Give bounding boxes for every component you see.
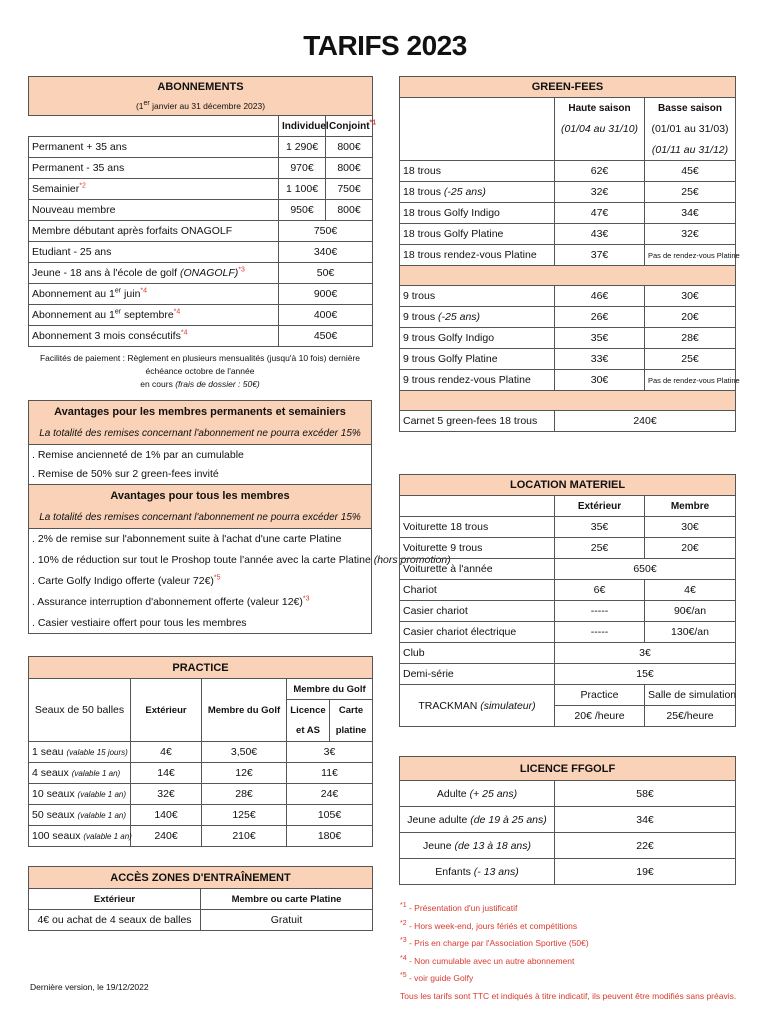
- table-row: 9 trous rendez-vous Platine 30€ Pas de rendez-vous Platine: [400, 370, 736, 391]
- abonnements-period: (1er janvier au 31 décembre 2023): [29, 98, 373, 116]
- basse-period-1: (01/01 au 31/03): [645, 119, 736, 140]
- table-row: 9 trous (-25 ans) 26€ 20€: [400, 307, 736, 328]
- col-haute-saison: Haute saison: [555, 98, 645, 119]
- col-platine: Carte: [330, 700, 373, 721]
- footnote-item: $^{*5}$ - voir guide Golfy: [400, 972, 474, 983]
- table-row: 18 trous Golfy Platine 43€ 32€: [400, 224, 736, 245]
- location-header: LOCATION MATERIEL: [400, 475, 736, 496]
- avantages-perm-header: Avantages pour les membres permanents et semainiers: [29, 401, 372, 424]
- greenfees-section: [399, 76, 740, 432]
- separator-row: [400, 266, 736, 286]
- avantages-perm-sub: La totalité des remises concernant l'abonnement ne pourra excéder 15%: [29, 424, 372, 445]
- abonnements-table: [28, 76, 377, 347]
- col-membre-golf: Membre du Golf: [287, 679, 373, 700]
- list-item: . 10% de réduction sur tout le Proshop toute l'année avec la carte Platine (hors promotion): [29, 550, 372, 571]
- list-item: . Remise ancienneté de 1% par an cumulable: [29, 445, 372, 465]
- table-row: Enfants (- 13 ans) 19€: [400, 859, 736, 885]
- footer-note: Tous les tarifs sont TTC et indiqués à titre indicatif, ils peuvent être modifiés sans préavis.: [400, 990, 737, 1001]
- table-row: Abonnement 3 mois consécutifs$^{*4}$ 450€: [29, 326, 373, 347]
- table-row: Membre débutant après forfaits ONAGOLF 750€: [29, 221, 373, 242]
- table-row: Abonnement au 1er septembre$^{*4}$ 400€: [29, 305, 373, 326]
- table-row: Permanent + 35 ans 1 290€ 800€: [29, 137, 373, 158]
- table-row: Club 3€: [400, 643, 736, 664]
- table-row: Voiturette 9 trous 25€ 20€: [400, 538, 736, 559]
- haute-period: (01/04 au 31/10): [555, 119, 645, 140]
- practice-header: PRACTICE: [29, 657, 373, 679]
- table-row: 50 seaux (valable 1 an) 140€ 125€ 105€: [29, 805, 373, 826]
- table-row: Carnet 5 green-fees 18 trous 240€: [400, 411, 736, 432]
- col-individuel: Individuel: [279, 116, 326, 137]
- list-item: . Remise de 50% sur 2 green-fees invité: [29, 465, 372, 485]
- table-row: Etudiant - 25 ans 340€: [29, 242, 373, 263]
- practice-section: [28, 656, 372, 847]
- location-table: [399, 474, 736, 727]
- licence-section: [399, 756, 735, 885]
- table-row: 18 trous 62€ 45€: [400, 161, 736, 182]
- table-row: Casier chariot ----- 90€/an: [400, 601, 736, 622]
- acces-header: ACCÈS ZONES D'ENTRAÎNEMENT: [29, 867, 373, 889]
- col-seaux: Seaux de 50 balles: [29, 679, 131, 742]
- separator-row: [400, 391, 736, 411]
- table-row: 9 trous Golfy Platine 33€ 25€: [400, 349, 736, 370]
- table-row: Jeune - 18 ans à l'école de golf (ONAGOLF)$^{*3}$ 50€: [29, 263, 373, 284]
- avantages-tous-sub: La totalité des remises concernant l'abonnement ne pourra excéder 15%: [29, 508, 372, 529]
- avantages-section: [28, 400, 451, 634]
- list-item: . 2% de remise sur l'abonnement suite à l'achat d'une carte Platine: [29, 529, 372, 550]
- version-date: Dernière version, le 19/12/2022: [30, 982, 149, 992]
- footnote-item: $^{*2}$ - Hors week-end, jours fériés et compétitions: [400, 919, 578, 931]
- footnotes: [400, 900, 760, 1005]
- payment-note: Facilités de paiement : Règlement en plusieurs mensualités (jusqu'à 10 fois) dernière échéance octobre de l'année en cours (frais de dossier : 50€): [39, 353, 361, 389]
- col-licence: Licence: [287, 700, 330, 721]
- col-membre: Membre du Golf: [202, 679, 287, 742]
- list-item: . Casier vestiaire offert pour tous les membres: [29, 613, 372, 634]
- basse-period-2: (01/11 au 31/12): [645, 140, 736, 161]
- col-membre: Membre ou carte Platine: [201, 889, 373, 910]
- table-row: 1 seau (valable 15 jours) 4€ 3,50€ 3€: [29, 742, 373, 763]
- table-row: 100 seaux (valable 1 an) 240€ 210€ 180€: [29, 826, 373, 847]
- practice-table: [28, 656, 373, 847]
- table-row: Demi-série 15€: [400, 664, 736, 685]
- page-title: TARIFS 2023: [303, 30, 467, 61]
- footnote-item: $^{*4}$ - Non cumulable avec un autre abonnement: [400, 954, 575, 966]
- avantages-tous-header: Avantages pour tous les membres: [29, 485, 372, 508]
- table-row: 4 seaux (valable 1 an) 14€ 12€ 11€: [29, 763, 373, 784]
- abonnements-section: [28, 76, 377, 391]
- col-licence-2: et AS: [287, 721, 330, 742]
- table-row: Jeune adulte (de 19 à 25 ans) 34€: [400, 807, 736, 833]
- col-conjoint: Conjoint$^{*1}$: [326, 116, 373, 137]
- licence-table: [399, 756, 736, 885]
- table-row: 18 trous Golfy Indigo 47€ 34€: [400, 203, 736, 224]
- col-basse-saison: Basse saison: [645, 98, 736, 119]
- footnote-item: $^{*1}$ - Présentation d'un justificatif: [400, 902, 518, 913]
- table-row: 18 trous (-25 ans) 32€ 25€: [400, 182, 736, 203]
- col-exterieur: Extérieur: [29, 889, 201, 910]
- table-row: 9 trous Golfy Indigo 35€ 28€: [400, 328, 736, 349]
- table-row: Semainier$^{*2}$ 1 100€ 750€: [29, 179, 373, 200]
- table-row: 18 trous rendez-vous Platine 37€ Pas de rendez-vous Platine: [400, 245, 736, 266]
- table-row: TRACKMAN (simulateur) Practice Salle de simulation: [400, 685, 736, 706]
- col-membre: Membre: [645, 496, 736, 517]
- table-row: Jeune (de 13 à 18 ans) 22€: [400, 833, 736, 859]
- table-row: Chariot 6€ 4€: [400, 580, 736, 601]
- list-item: . Carte Golfy Indigo offerte (valeur 72€)$^{*5}$: [29, 571, 372, 592]
- table-row: 10 seaux (valable 1 an) 32€ 28€ 24€: [29, 784, 373, 805]
- col-platine-2: platine: [330, 721, 373, 742]
- avantages-table: [28, 400, 451, 634]
- greenfees-header: GREEN-FEES: [400, 77, 736, 98]
- footnote-item: $^{*3}$ - Pris en charge par l'Association Sportive (50€): [400, 937, 589, 948]
- licence-header: LICENCE FFGOLF: [400, 757, 736, 781]
- table-row: 20€ /heure 25€/heure: [400, 706, 736, 727]
- abonnements-header: ABONNEMENTS: [29, 77, 373, 98]
- list-item: . Assurance interruption d'abonnement offerte (valeur 12€)$^{*3}$: [29, 592, 372, 613]
- acces-section: [28, 866, 372, 931]
- greenfees-table: [399, 76, 740, 432]
- table-row: Voiturette à l'année 650€: [400, 559, 736, 580]
- table-row: Nouveau membre 950€ 800€: [29, 200, 373, 221]
- col-exterieur: Extérieur: [555, 496, 645, 517]
- location-section: [399, 474, 735, 727]
- table-row: Abonnement au 1er juin$^{*4}$ 900€: [29, 284, 373, 305]
- table-row: Permanent - 35 ans 970€ 800€: [29, 158, 373, 179]
- acces-table: [28, 866, 373, 931]
- table-row: 4€ ou achat de 4 seaux de balles Gratuit: [29, 910, 373, 931]
- table-row: Voiturette 18 trous 35€ 30€: [400, 517, 736, 538]
- table-row: Casier chariot électrique ----- 130€/an: [400, 622, 736, 643]
- col-exterieur: Extérieur: [131, 679, 202, 742]
- table-row: Adulte (+ 25 ans) 58€: [400, 781, 736, 807]
- table-row: 9 trous 46€ 30€: [400, 286, 736, 307]
